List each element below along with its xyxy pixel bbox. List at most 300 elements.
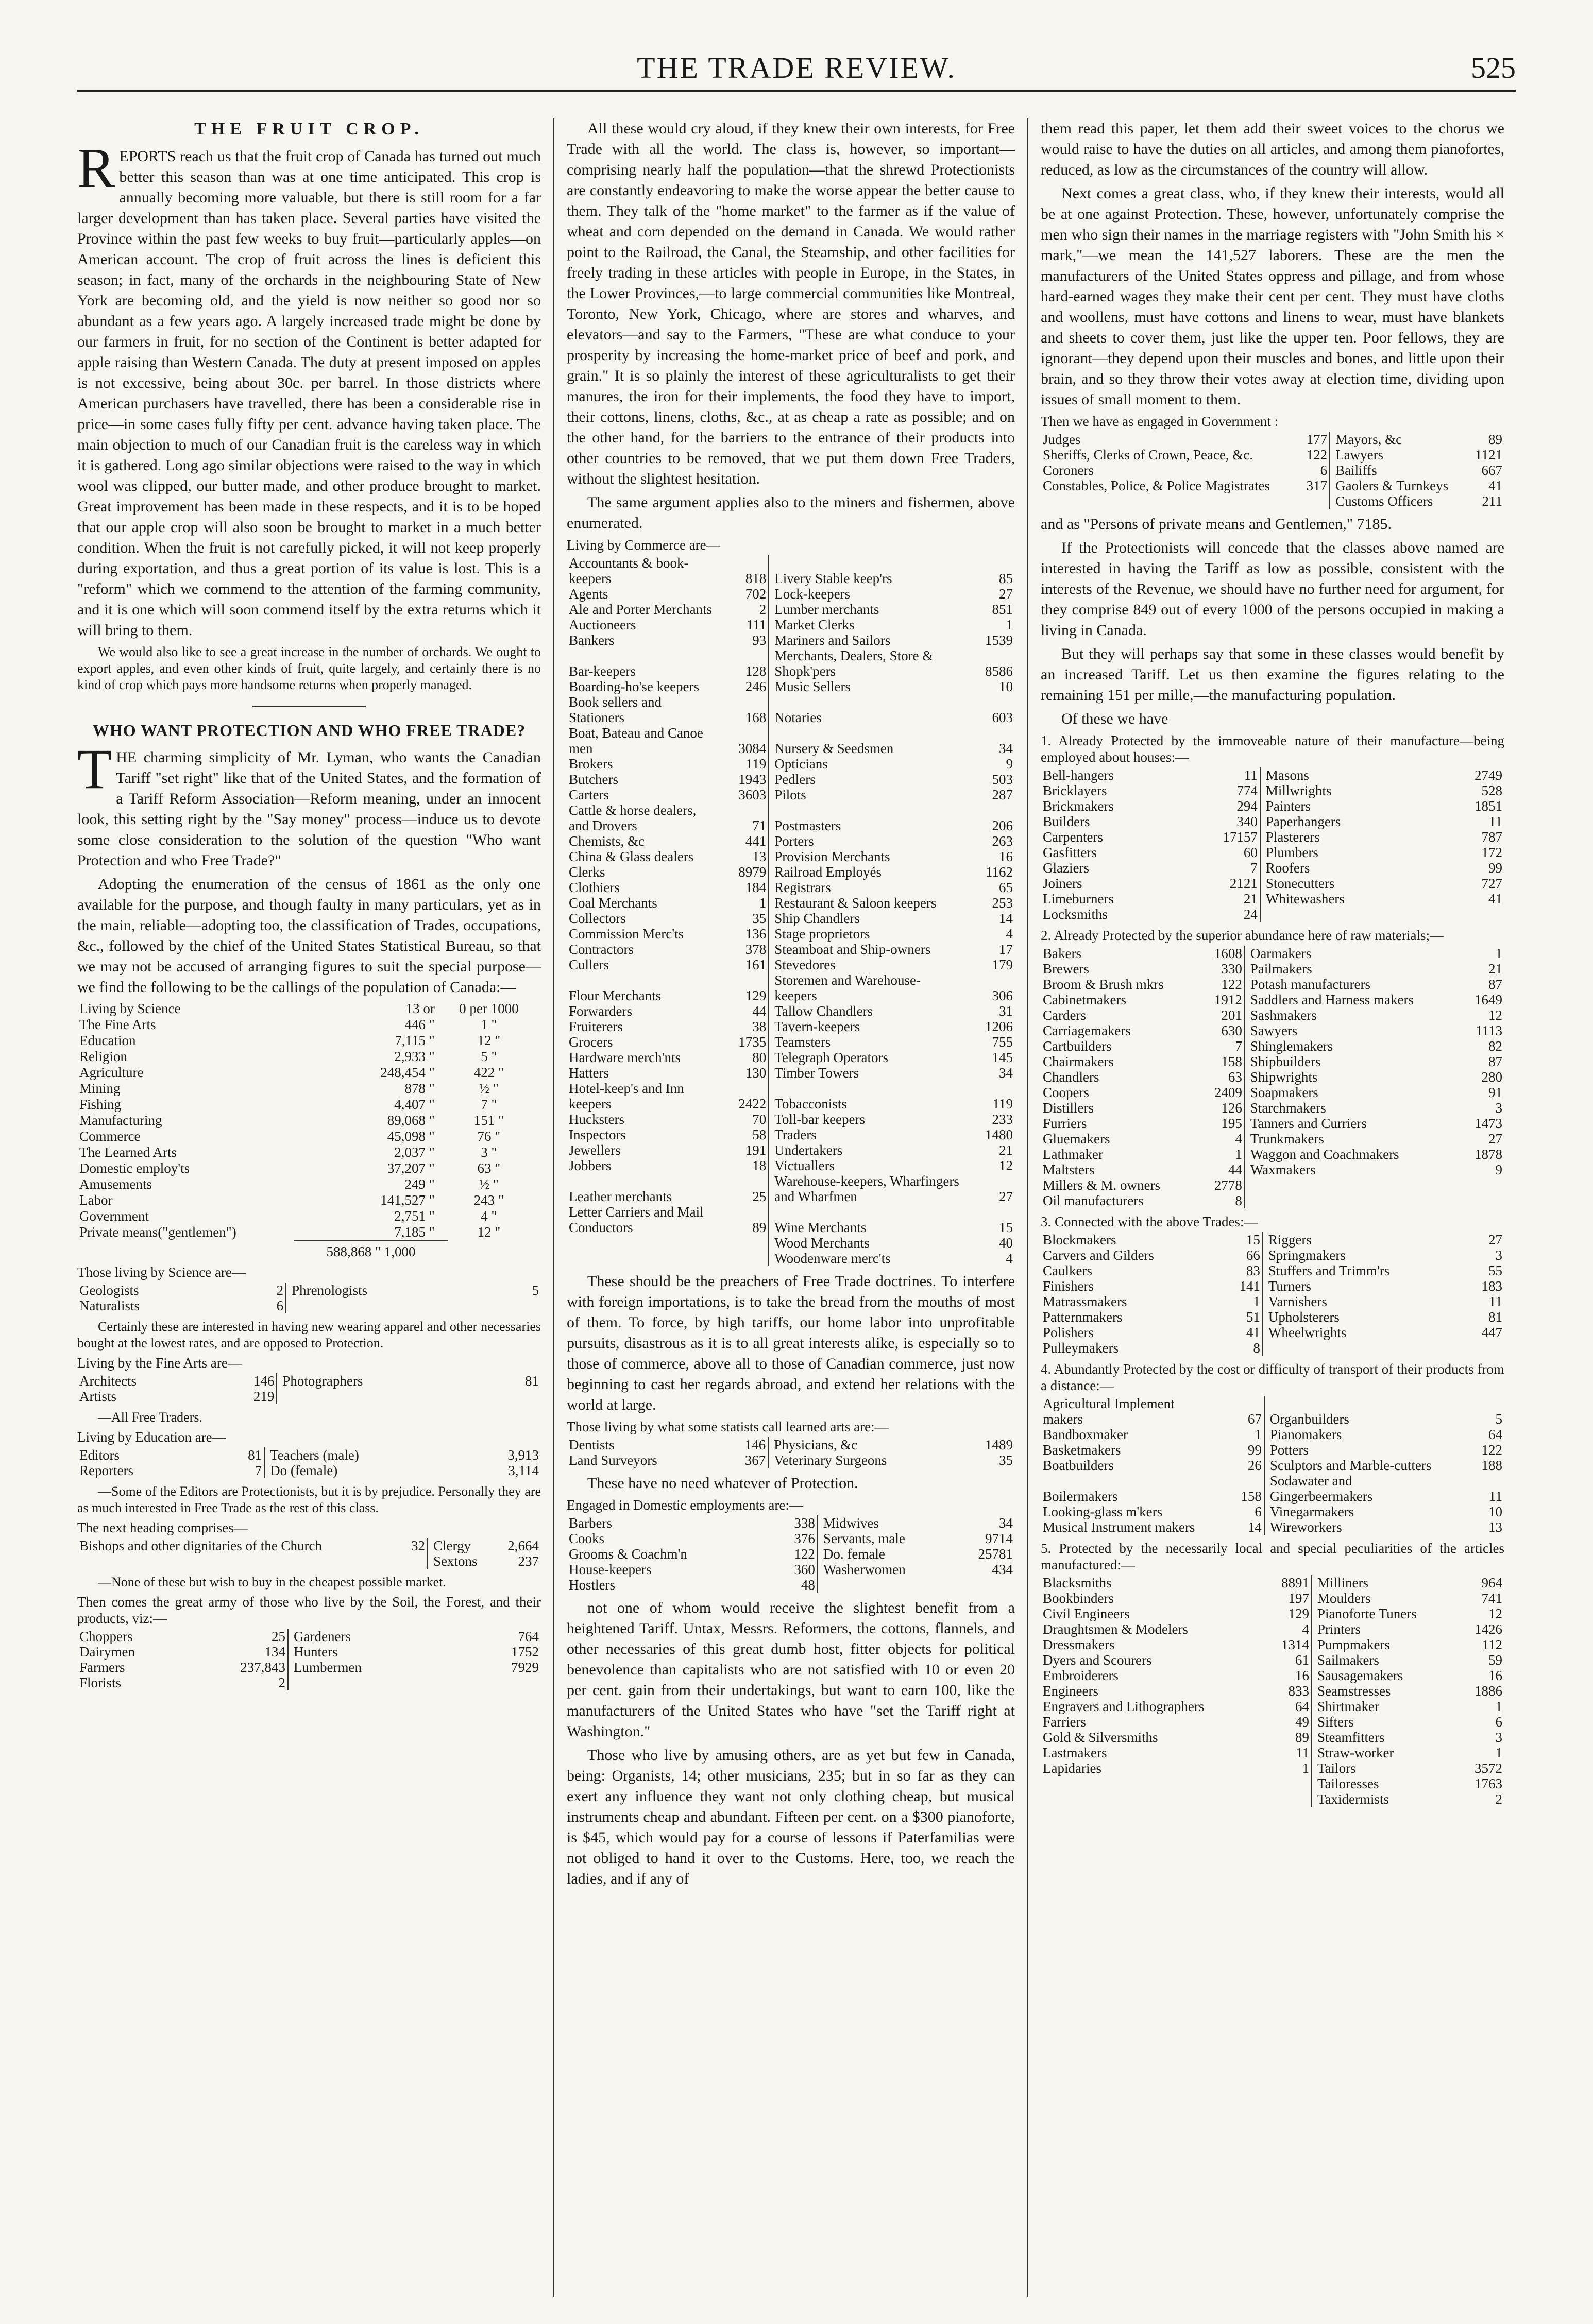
list-row: [567, 772, 1015, 787]
occupation-count: 27: [999, 586, 1013, 602]
occupation-count: 71: [752, 818, 767, 833]
occupation-count: 41: [1246, 1325, 1260, 1340]
census-row: [77, 1129, 541, 1144]
census-row: [77, 1208, 541, 1224]
occupation-name: Turners: [1263, 1278, 1454, 1294]
occupation-count: 1: [1235, 1147, 1242, 1162]
occupation-count: 1162: [986, 864, 1013, 880]
occupation-count: 81: [248, 1447, 262, 1463]
occupation-name: Flour Merchants: [569, 988, 662, 1003]
occupation-list: [77, 1373, 541, 1404]
occupation-name: Carriagemakers: [1043, 1023, 1131, 1038]
occupation-name: Bar-keepers: [569, 663, 636, 679]
occupation-count: 6: [1320, 463, 1328, 478]
occupation-count: 41: [1488, 891, 1502, 907]
occupation-name: Architects: [79, 1373, 137, 1389]
list-row: [1041, 829, 1504, 845]
list-row: [567, 787, 1015, 802]
occupation-name: Straw-worker: [1312, 1745, 1454, 1761]
occupation-count: 3: [1495, 1730, 1502, 1745]
census-per-thousand: 151 ": [473, 1113, 504, 1128]
occupation-name: Steamfitters: [1312, 1730, 1454, 1745]
occupation-name: Hunters: [288, 1644, 490, 1660]
list-heading: Then comes the great army of those who live by the Soil, the Forest, and their products, viz:—: [77, 1594, 541, 1626]
occupation-list: [1041, 1575, 1504, 1807]
occupation-name: [286, 1298, 490, 1313]
list-row: [567, 1112, 1015, 1127]
occupation-name: Choppers: [79, 1629, 133, 1644]
occupation-name: Hucksters: [569, 1112, 624, 1127]
list-row: [1041, 1278, 1504, 1294]
occupation-count: 197: [1288, 1591, 1309, 1606]
occupation-name: Gluemakers: [1043, 1131, 1110, 1147]
occupation-name: Photographers: [277, 1373, 490, 1389]
occupation-name: Bishops and other dignitaries of the Church: [79, 1538, 322, 1553]
occupation-name: Customs Officers: [1330, 493, 1454, 509]
occupation-name: Ship Chandlers: [769, 911, 964, 926]
occupation-count: 61: [1295, 1652, 1309, 1668]
list-row: [567, 1562, 1015, 1577]
census-per-thousand: ½ ": [479, 1081, 499, 1096]
occupation-count: 237: [518, 1553, 539, 1569]
list-row: [1041, 783, 1504, 798]
occupation-count: 5: [532, 1283, 539, 1298]
occupation-name: Hardware merch'nts: [569, 1050, 681, 1065]
occupation-name: Sculptors and Marble-cutters: [1264, 1458, 1454, 1473]
occupation-name: Locksmiths: [1043, 907, 1108, 922]
list-row: [567, 1515, 1015, 1531]
occupation-count: 1608: [1214, 946, 1242, 961]
occupation-count: 7: [255, 1463, 262, 1478]
list-row: [1041, 1340, 1504, 1356]
occupation-name: Masons: [1260, 767, 1454, 783]
census-category: Education: [79, 1033, 136, 1048]
occupation-count: 82: [1488, 1038, 1502, 1054]
occupation-name: Clothiers: [569, 880, 620, 895]
occupation-name: Polishers: [1043, 1325, 1094, 1340]
occupation-count: 14: [999, 911, 1013, 926]
occupation-name: Fruiterers: [569, 1019, 623, 1034]
occupation-count: 3,114: [508, 1463, 539, 1478]
occupation-name: Oil manufacturers: [1043, 1193, 1144, 1208]
list-row: [567, 1452, 1015, 1468]
occupation-count: 2409: [1214, 1085, 1242, 1100]
census-category: Mining: [79, 1081, 121, 1096]
list-row: [1041, 1131, 1504, 1147]
list-row: [567, 1531, 1015, 1546]
occupation-count: 25: [752, 1189, 767, 1204]
occupation-name: Starchmakers: [1245, 1100, 1454, 1116]
occupation-name: Dentists: [569, 1437, 615, 1452]
census-count: 7,115 ": [395, 1033, 435, 1048]
list-row: [1041, 1147, 1504, 1162]
occupation-count: 774: [1236, 783, 1258, 798]
list-row: [1041, 1504, 1504, 1519]
occupation-count: 447: [1481, 1325, 1502, 1340]
occupation-name: Blockmakers: [1043, 1232, 1116, 1248]
occupation-name: Grooms & Coachm'n: [569, 1546, 687, 1562]
list-row: [1041, 493, 1504, 509]
article-body: These have no need whatever of Protection.: [587, 1475, 858, 1492]
occupation-count: 2,664: [507, 1538, 539, 1553]
list-row: [567, 864, 1015, 880]
census-category: Agriculture: [79, 1065, 144, 1080]
occupation-name: Finishers: [1043, 1278, 1094, 1294]
occupation-name: Letter Carriers and Mail Conductors: [569, 1204, 704, 1235]
census-category: Commerce: [79, 1129, 141, 1144]
census-row: [77, 1065, 541, 1081]
list-row: [567, 1158, 1015, 1173]
list-row: [567, 942, 1015, 957]
occupation-name: Jewellers: [569, 1142, 621, 1158]
occupation-count: 183: [1481, 1278, 1502, 1294]
census-row: [77, 1144, 541, 1160]
list-row: [567, 833, 1015, 849]
list-row: [1041, 1309, 1504, 1325]
occupation-name: Saddlers and Harness makers: [1245, 992, 1454, 1007]
occupation-count: 1649: [1475, 992, 1502, 1007]
occupation-count: 168: [745, 710, 767, 725]
occupation-count: [377, 1553, 428, 1569]
occupation-name: Reporters: [79, 1463, 133, 1478]
occupation-name: Traders: [769, 1127, 964, 1142]
occupation-name: China & Glass dealers: [569, 849, 694, 864]
occupation-name: Sheriffs, Clerks of Crown, Peace, &c.: [1043, 447, 1253, 463]
occupation-name: Sashmakers: [1245, 1007, 1454, 1023]
occupation-count: 287: [992, 787, 1013, 802]
article-body: —Some of the Editors are Protectionists, but it is by prejudice. Personally they are as much interested in Free Trade as the rest of this class.: [77, 1484, 541, 1515]
article-body: Next comes a great class, who, if they knew their interests, would all be at one against Protection. These, however, unfortunately comprise the men who sign their names in the marriage registers with "John Smith his × mark,"—we mean the 141,527 laborers. These are the men the manufacturers of the United States oppress and pillage, and from whose hard-earned wages they make their cent per cent. They must have cloths and woollens, must have cottons and linens to wear, must have blankets and sheets to cover them, just like the upper ten. Poor fellows, they are ignorant—they depend upon their muscles and bones, and little upon their brain, and so they throw their votes away at election time, dividing upon issues of small moment to them.: [1041, 185, 1504, 408]
occupation-list: [567, 555, 1015, 1266]
occupation-count: 17: [999, 942, 1013, 957]
list-row: [567, 1065, 1015, 1081]
occupation-name: Gold & Silversmiths: [1043, 1730, 1158, 1745]
census-row: [77, 1192, 541, 1208]
census-count: 2,037 ": [394, 1144, 435, 1160]
occupation-name: Naturalists: [79, 1298, 140, 1313]
census-per-thousand: 12 ": [477, 1033, 501, 1048]
occupation-name: Distillers: [1043, 1100, 1094, 1116]
occupation-name: Shinglemakers: [1245, 1038, 1454, 1054]
occupation-count: 1763: [1475, 1776, 1502, 1791]
occupation-count: 1: [1255, 1427, 1262, 1442]
list-heading: 2. Already Protected by the superior abundance here of raw materials;—: [1041, 928, 1444, 943]
occupation-count: 66: [1246, 1248, 1260, 1263]
occupation-name: Provision Merchants: [769, 849, 964, 864]
occupation-name: Plumbers: [1260, 845, 1454, 860]
occupation-count: 206: [992, 818, 1013, 833]
list-row: [567, 756, 1015, 772]
occupation-name: Bookbinders: [1043, 1591, 1114, 1606]
list-row: [1041, 1652, 1504, 1668]
occupation-count: 146: [253, 1373, 275, 1389]
occupation-name: Agents: [569, 586, 608, 602]
occupation-name: Physicians, &c: [768, 1437, 964, 1452]
occupation-name: Carters: [569, 787, 609, 802]
occupation-count: [490, 1298, 541, 1313]
occupation-count: 188: [1481, 1458, 1502, 1473]
census-category: Religion: [79, 1049, 127, 1064]
occupation-count: 8891: [1281, 1575, 1309, 1591]
occupation-name: Furriers: [1043, 1116, 1087, 1131]
occupation-count: 161: [745, 957, 767, 972]
occupation-name: Phrenologists: [286, 1283, 490, 1298]
list-row: [1041, 1069, 1504, 1085]
occupation-name: Washerwomen: [818, 1562, 964, 1577]
occupation-count: 818: [745, 571, 767, 586]
census-row: [77, 1160, 541, 1176]
occupation-name: Midwives: [818, 1515, 964, 1531]
list-row: [1041, 1730, 1504, 1745]
occupation-count: 4: [1006, 1251, 1013, 1266]
column-rule: [1027, 118, 1028, 2297]
list-row: [567, 1204, 1015, 1235]
occupation-name: Carvers and Gilders: [1043, 1248, 1154, 1263]
occupation-count: [1454, 1340, 1504, 1356]
occupation-count: 34: [999, 1515, 1013, 1531]
occupation-count: 119: [992, 1096, 1013, 1112]
list-heading: 3. Connected with the above Trades:—: [1041, 1214, 1258, 1229]
occupation-count: 21: [1488, 961, 1502, 977]
census-per-thousand: 4 ": [481, 1208, 497, 1224]
list-row: [567, 1546, 1015, 1562]
occupation-name: Bandboxmaker: [1043, 1427, 1128, 1442]
occupation-count: 787: [1481, 829, 1502, 845]
occupation-count: 119: [745, 756, 767, 772]
census-category: Living by Science: [79, 1001, 181, 1016]
occupation-name: Wireworkers: [1264, 1519, 1454, 1535]
census-category: Government: [79, 1208, 149, 1224]
occupation-name: Basketmakers: [1043, 1442, 1121, 1458]
occupation-list: [1041, 946, 1504, 1208]
census-category: Domestic employ'ts: [79, 1160, 190, 1176]
occupation-name: Looking-glass m'kers: [1043, 1504, 1163, 1519]
occupation-name: Boat, Bateau and Canoe men: [569, 725, 703, 756]
list-row: [1041, 860, 1504, 876]
occupation-name: Lumbermen: [288, 1660, 490, 1675]
occupation-count: 70: [752, 1112, 767, 1127]
list-row: [1041, 432, 1504, 447]
list-row: [567, 633, 1015, 648]
occupation-name: Accountants & book-keepers: [569, 555, 689, 586]
occupation-name: Leather merchants: [569, 1189, 672, 1204]
occupation-name: Barbers: [569, 1515, 612, 1531]
occupation-name: Cattle & horse dealers, and Drovers: [569, 802, 697, 833]
occupation-count: 3572: [1475, 1761, 1502, 1776]
occupation-name: Moulders: [1312, 1591, 1454, 1606]
occupation-count: 58: [752, 1127, 767, 1142]
occupation-count: 7: [1235, 1038, 1242, 1054]
occupation-name: Shipbuilders: [1245, 1054, 1454, 1069]
list-row: [567, 1003, 1015, 1019]
list-row: [567, 849, 1015, 864]
occupation-name: Woodenware merc'ts: [769, 1251, 964, 1266]
census-per-thousand: 63 ": [477, 1160, 501, 1176]
occupation-name: Matrassmakers: [1043, 1294, 1127, 1309]
occupation-count: 16: [999, 849, 1013, 864]
occupation-count: 1: [1495, 1699, 1502, 1714]
occupation-name: Painters: [1260, 798, 1454, 814]
article-body: REPORTS reach us that the fruit crop of Canada has turned out much better this season than was at one time anticipated. This crop is annually becoming more valuable, but there is still room for a far larger development than has taken place. Several parties have visited the Province within the past few weeks to buy fruit—particularly apples—on American account. The crop of fruit across the lines is deficient this season; in fact, many of the orchards in the neighbouring State of New York are becoming old, and the yield is now neither so good nor so abundant as a few years ago. A largely increased trade might be done by our farmers in fruit, for no section of the Continent is better adapted for apple raising than Western Canada. The duty at present imposed on apples is not excessive, being about 30c. per barrel. In those districts where American purchasers have travelled, there has been a considerable rise in price—in some cases fully fifty per cent. advance having taken place. The main objection to much of our Canadian fruit is the careless way in which it is gathered. Long ago similar objections were raised to the way in which wool was clipped, our butter made, and other produce brought to market. Great improvement has been made in these respects, and it is to be hoped that our apple crop will also soon be brought to market in a much better condition. When the fruit is not carefully picked, it will not keep properly during exportation, and thus a great portion of its value is lost. This is a "reform" which we commend to the attention of the farming community, and it is one which will soon commend itself by the extra returns which it will bring to them.: [77, 136, 541, 639]
list-row: [1041, 814, 1504, 829]
list-row: [567, 1050, 1015, 1065]
list-row: [1041, 1473, 1504, 1504]
article-body: not one of whom would receive the slightest benefit from a heightened Tariff. Untax, Messrs. Reformers, the cottons, flannels, and other necessaries of this great dumb host, fitter objects for political benevolence than capitalists who are not satisfied with 10 or even 20 per cent. gain from their undertakings, but want to earn 100, like the manufacturers of the United States who have "set the Tariff right at Washington.": [567, 1599, 1015, 1740]
census-row: [77, 1097, 541, 1113]
occupation-name: [1041, 493, 1279, 509]
list-row: [1041, 992, 1504, 1007]
list-heading: Living by the Fine Arts are—: [77, 1355, 242, 1371]
occupation-name: Soapmakers: [1245, 1085, 1454, 1100]
occupation-name: Sifters: [1312, 1714, 1454, 1730]
occupation-name: Farmers: [79, 1660, 125, 1675]
occupation-list: [1041, 432, 1504, 509]
occupation-name: Stuffers and Trimm'rs: [1263, 1263, 1454, 1278]
census-total: 588,868 " 1,000: [294, 1240, 448, 1262]
list-row: [1041, 1442, 1504, 1458]
occupation-count: 128: [745, 663, 767, 679]
census-row: [77, 1033, 541, 1049]
occupation-name: Stonecutters: [1260, 876, 1454, 891]
article-body: But they will perhaps say that some in these classes would benefit by an increased Tariff. Let us then examine the figures relating to the remaining 151 per mille,—the manufacturing population.: [1041, 645, 1504, 704]
list-row: [77, 1373, 541, 1389]
census-category: Fishing: [79, 1097, 122, 1112]
occupation-name: Do. female: [818, 1546, 964, 1562]
occupation-name: Millwrights: [1260, 783, 1454, 798]
census-count: 141,527 ": [380, 1192, 435, 1208]
list-row: [567, 911, 1015, 926]
occupation-count: 99: [1488, 860, 1502, 876]
occupation-list: [1041, 1232, 1504, 1356]
census-per-thousand: 0 per 1000: [459, 1001, 519, 1016]
list-heading: Then we have as engaged in Government :: [1041, 414, 1279, 429]
occupation-count: 64: [1488, 1427, 1502, 1442]
list-row: [1041, 1007, 1504, 1023]
census-count: 446 ": [404, 1017, 435, 1032]
occupation-name: Coal Merchants: [569, 895, 657, 911]
occupation-count: 63: [1228, 1069, 1242, 1085]
list-row: [567, 1173, 1015, 1204]
occupation-name: Boilermakers: [1043, 1489, 1118, 1504]
census-count: 878 ": [404, 1081, 435, 1096]
occupation-name: Do (female): [264, 1463, 490, 1478]
census-count: 4,407 ": [394, 1097, 435, 1112]
occupation-count: [718, 1251, 769, 1266]
list-row: [1041, 1683, 1504, 1699]
occupation-name: Postmasters: [769, 802, 964, 833]
list-row: [1041, 1699, 1504, 1714]
occupation-count: 201: [1221, 1007, 1242, 1023]
occupation-name: Teamsters: [769, 1034, 964, 1050]
occupation-count: 3084: [738, 741, 767, 756]
list-row: [77, 1298, 541, 1313]
occupation-name: Veterinary Surgeons: [768, 1452, 964, 1468]
occupation-count: 141: [1239, 1278, 1260, 1294]
occupation-name: Bankers: [569, 633, 615, 648]
occupation-count: 12: [1488, 1606, 1502, 1621]
occupation-count: 15: [1246, 1232, 1260, 1248]
occupation-count: 8586: [985, 663, 1013, 679]
occupation-name: Waggon and Coachmakers: [1245, 1147, 1454, 1162]
occupation-name: Pedlers: [769, 772, 964, 787]
occupation-count: [490, 1389, 541, 1404]
list-row: [1041, 946, 1504, 961]
occupation-count: 12: [999, 1158, 1013, 1173]
census-row: [77, 1017, 541, 1033]
occupation-count: 9: [1495, 1162, 1502, 1177]
occupation-count: 89: [752, 1220, 767, 1235]
list-row: [1041, 1038, 1504, 1054]
occupation-count: 59: [1488, 1652, 1502, 1668]
occupation-name: Printers: [1312, 1621, 1454, 1637]
census-per-thousand: 12 ": [477, 1224, 501, 1240]
occupation-count: [1454, 907, 1504, 922]
occupation-count: 11: [1295, 1745, 1309, 1761]
occupation-name: Artists: [79, 1389, 117, 1404]
occupation-name: Springmakers: [1263, 1248, 1454, 1263]
census-count: 89,068 ": [387, 1113, 435, 1128]
census-category: Amusements: [79, 1176, 152, 1192]
column-1: [77, 118, 541, 2302]
occupation-count: 179: [992, 957, 1013, 972]
occupation-name: Lathmaker: [1043, 1147, 1103, 1162]
occupation-count: 85: [999, 571, 1013, 586]
occupation-count: 3: [1495, 1100, 1502, 1116]
occupation-count: 67: [1247, 1411, 1262, 1427]
occupation-name: [1260, 907, 1454, 922]
occupation-count: 6: [1495, 1714, 1502, 1730]
list-heading: The next heading comprises—: [77, 1520, 248, 1535]
occupation-name: Chemists, &c: [569, 833, 645, 849]
occupation-name: Wine Merchants: [769, 1204, 964, 1235]
list-row: [567, 957, 1015, 972]
occupation-name: Trunkmakers: [1245, 1131, 1454, 1147]
occupation-count: [1454, 1193, 1504, 1208]
list-row: [567, 895, 1015, 911]
occupation-list: [77, 1447, 541, 1478]
occupation-count: 25781: [978, 1546, 1013, 1562]
occupation-name: Farriers: [1043, 1714, 1086, 1730]
occupation-name: Sodawater and Gingerbeermakers: [1264, 1473, 1454, 1504]
occupation-count: 122: [1481, 1442, 1502, 1458]
occupation-name: Clerks: [569, 864, 605, 880]
occupation-name: Carpenters: [1043, 829, 1103, 845]
occupation-name: Wheelwrights: [1263, 1325, 1454, 1340]
occupation-name: Tallow Chandlers: [769, 1003, 964, 1019]
census-per-thousand: 3 ": [481, 1144, 497, 1160]
occupation-name: Broom & Brush mkrs: [1043, 977, 1164, 992]
list-heading: Engaged in Domestic employments are:—: [567, 1497, 803, 1513]
occupation-count: 306: [992, 988, 1013, 1003]
list-row: [77, 1389, 541, 1404]
list-row: [1041, 1621, 1504, 1637]
occupation-name: [277, 1389, 490, 1404]
occupation-name: Lawyers: [1330, 447, 1454, 463]
occupation-count: 1480: [985, 1127, 1013, 1142]
occupation-count: 7: [1250, 860, 1258, 876]
occupation-count: 129: [745, 988, 767, 1003]
list-row: [567, 1142, 1015, 1158]
occupation-count: 51: [1246, 1309, 1260, 1325]
occupation-count: 40: [999, 1235, 1013, 1251]
occupation-count: 219: [253, 1389, 275, 1404]
occupation-name: Butchers: [569, 772, 618, 787]
list-row: [567, 926, 1015, 942]
article-body: The same argument applies also to the miners and fishermen, above enumerated.: [567, 494, 1015, 532]
occupation-list: [567, 1515, 1015, 1593]
occupation-name: Waxmakers: [1245, 1162, 1454, 1177]
occupation-name: [567, 1251, 718, 1266]
